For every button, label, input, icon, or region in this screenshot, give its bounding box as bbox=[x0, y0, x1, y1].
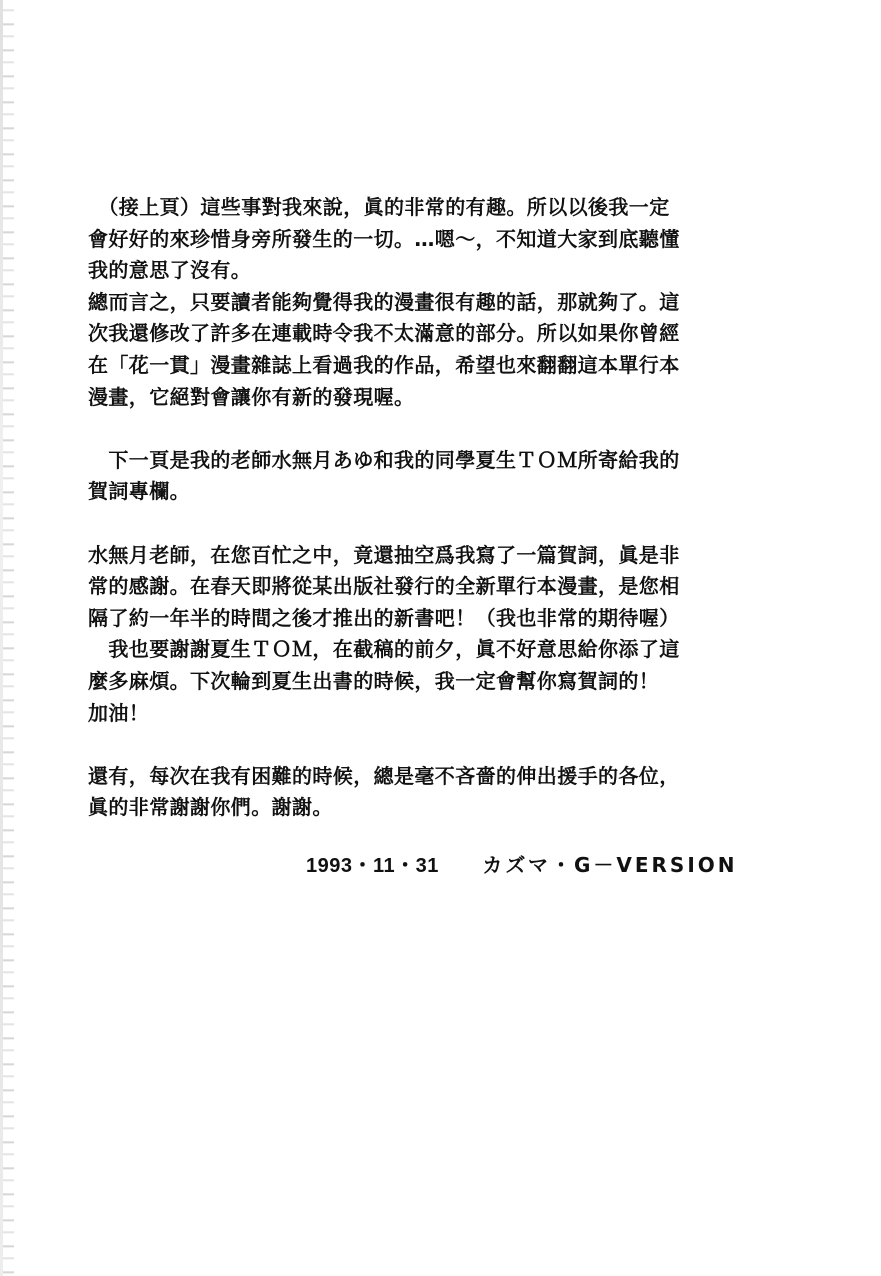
paragraph-thanks-teacher: 水無月老師，在您百忙之中，竟還抽空爲我寫了一篇賀詞，眞是非 常的感謝。在春天即將從某出版社發行的全新單行本漫畫，是您相 隔了約一年半的時間之後才推出的新書吧！（我也非常的期待喔） bbox=[88, 542, 680, 630]
paragraph-continued-from-previous-page: （接上頁）這些事對我來說，眞的非常的有趣。所以以後我一定 會好好的來珍惜身旁所發生的一切。…嗯～，不知道大家到底聽懂 我的意思了沒有。 bbox=[88, 195, 680, 283]
signature-date: 1993・11・31 bbox=[306, 855, 439, 877]
paragraph-next-page-notice: 下一頁是我的老師水無月あゆ和我的同學夏生ＴＯＭ所寄給我的 賀詞專欄。 bbox=[88, 447, 680, 504]
paragraph-thanks-everyone: 還有，每次在我有困難的時候，總是毫不吝嗇的伸出援手的各位， 眞的非常謝謝你們。謝謝。 bbox=[88, 763, 680, 820]
paragraph-spacer bbox=[88, 508, 800, 540]
paragraph-thanks-classmate: 我也要謝謝夏生ＴＯＭ，在截稿的前夕，眞不好意思給你添了這 麼多麻煩。下次輪到夏生出書的時候，我一定會幫你寫賀詞的！ 加油！ bbox=[88, 637, 680, 725]
signature-author: カズマ・G－VERSION bbox=[482, 853, 738, 877]
page-text bbox=[88, 192, 800, 824]
paragraph-spacer bbox=[88, 413, 800, 445]
paragraph-spacer bbox=[88, 729, 800, 761]
paragraph-summary: 總而言之，只要讀者能夠覺得我的漫畫很有趣的話，那就夠了。這 次我還修改了許多在連載時令我不太滿意的部分。所以如果你曾經 在「花一貫」漫畫雜誌上看過我的作品，希望也來翻翻這本單行本 漫畫，它絕對會讓你有新的發現喔。 bbox=[88, 289, 680, 409]
page-edge-scan-shadow bbox=[0, 0, 14, 1276]
signature bbox=[306, 850, 786, 881]
